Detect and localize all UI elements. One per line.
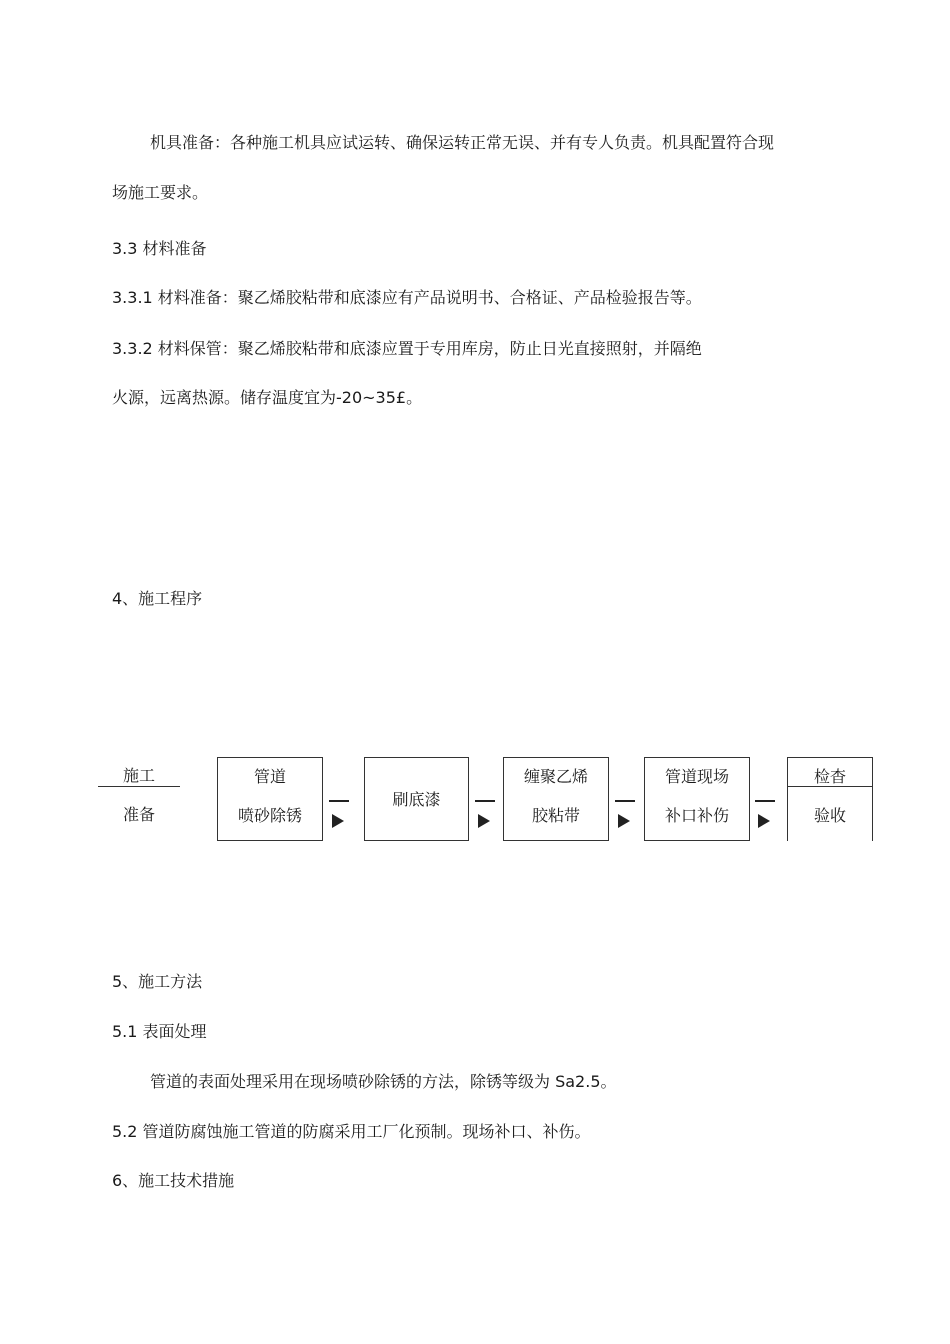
paragraph-3-3-2-line2: 火源，远离热源。储存温度宜为-20~35£。: [112, 388, 423, 407]
heading-4: 4、施工程序: [112, 589, 203, 608]
flow-end-line2: 验收: [813, 806, 846, 825]
paragraph-5-2: 5.2 管道防腐蚀施工管道的防腐采用工厂化预制。现场补口、补伤。: [112, 1122, 591, 1141]
flow-arrow-3: [615, 790, 637, 830]
flow-start-rule: [98, 786, 180, 787]
flow-arrow-1: [329, 790, 351, 830]
heading-3-3: 3.3 材料准备: [112, 239, 207, 258]
heading-6: 6、施工技术措施: [112, 1171, 235, 1190]
flow-step-primer-line1: 刷底漆: [392, 790, 441, 809]
paragraph-5-1: 管道的表面处理采用在现场喷砂除锈的方法，除锈等级为 Sa2.5。: [150, 1072, 617, 1091]
flow-step-sandblast-line1: 管道: [253, 767, 286, 786]
paragraph-equipment-line2: 场施工要求。: [112, 183, 209, 202]
paragraph-3-3-2-line1: 3.3.2 材料保管：聚乙烯胶粘带和底漆应置于专用库房，防止日光直接照射，并隔绝: [112, 339, 702, 358]
paragraph-3-3-1: 3.3.1 材料准备：聚乙烯胶粘带和底漆应有产品说明书、合格证、产品检验报告等。: [112, 288, 702, 307]
flow-end-inspection: [787, 757, 873, 841]
flow-end-line1: 检杳: [813, 767, 846, 786]
flow-step-sandblast: [217, 757, 323, 841]
flow-step-tape-wrap: [503, 757, 609, 841]
flow-step-primer: [364, 757, 469, 841]
flow-arrow-4: [755, 790, 777, 830]
flow-step-tape-wrap-line2: 胶粘带: [531, 806, 580, 825]
flow-step-field-repair: [644, 757, 750, 841]
flow-end-divider: [788, 786, 872, 787]
paragraph-equipment-line1: 机具准备：各种施工机具应试运转、确保运转正常无误、并有专人负责。机具配置符合现: [150, 133, 775, 152]
flow-start-line1: 施工: [122, 766, 155, 785]
heading-5: 5、施工方法: [112, 972, 203, 991]
flow-step-tape-wrap-line1: 缠聚乙烯: [523, 767, 588, 786]
flow-start-line2: 准备: [122, 805, 155, 824]
heading-5-1: 5.1 表面处理: [112, 1022, 207, 1041]
flow-arrow-2: [475, 790, 497, 830]
flow-step-field-repair-line1: 管道现场: [664, 767, 729, 786]
flow-step-sandblast-line2: 喷砂除锈: [237, 806, 302, 825]
flow-step-field-repair-line2: 补口补伤: [664, 806, 729, 825]
